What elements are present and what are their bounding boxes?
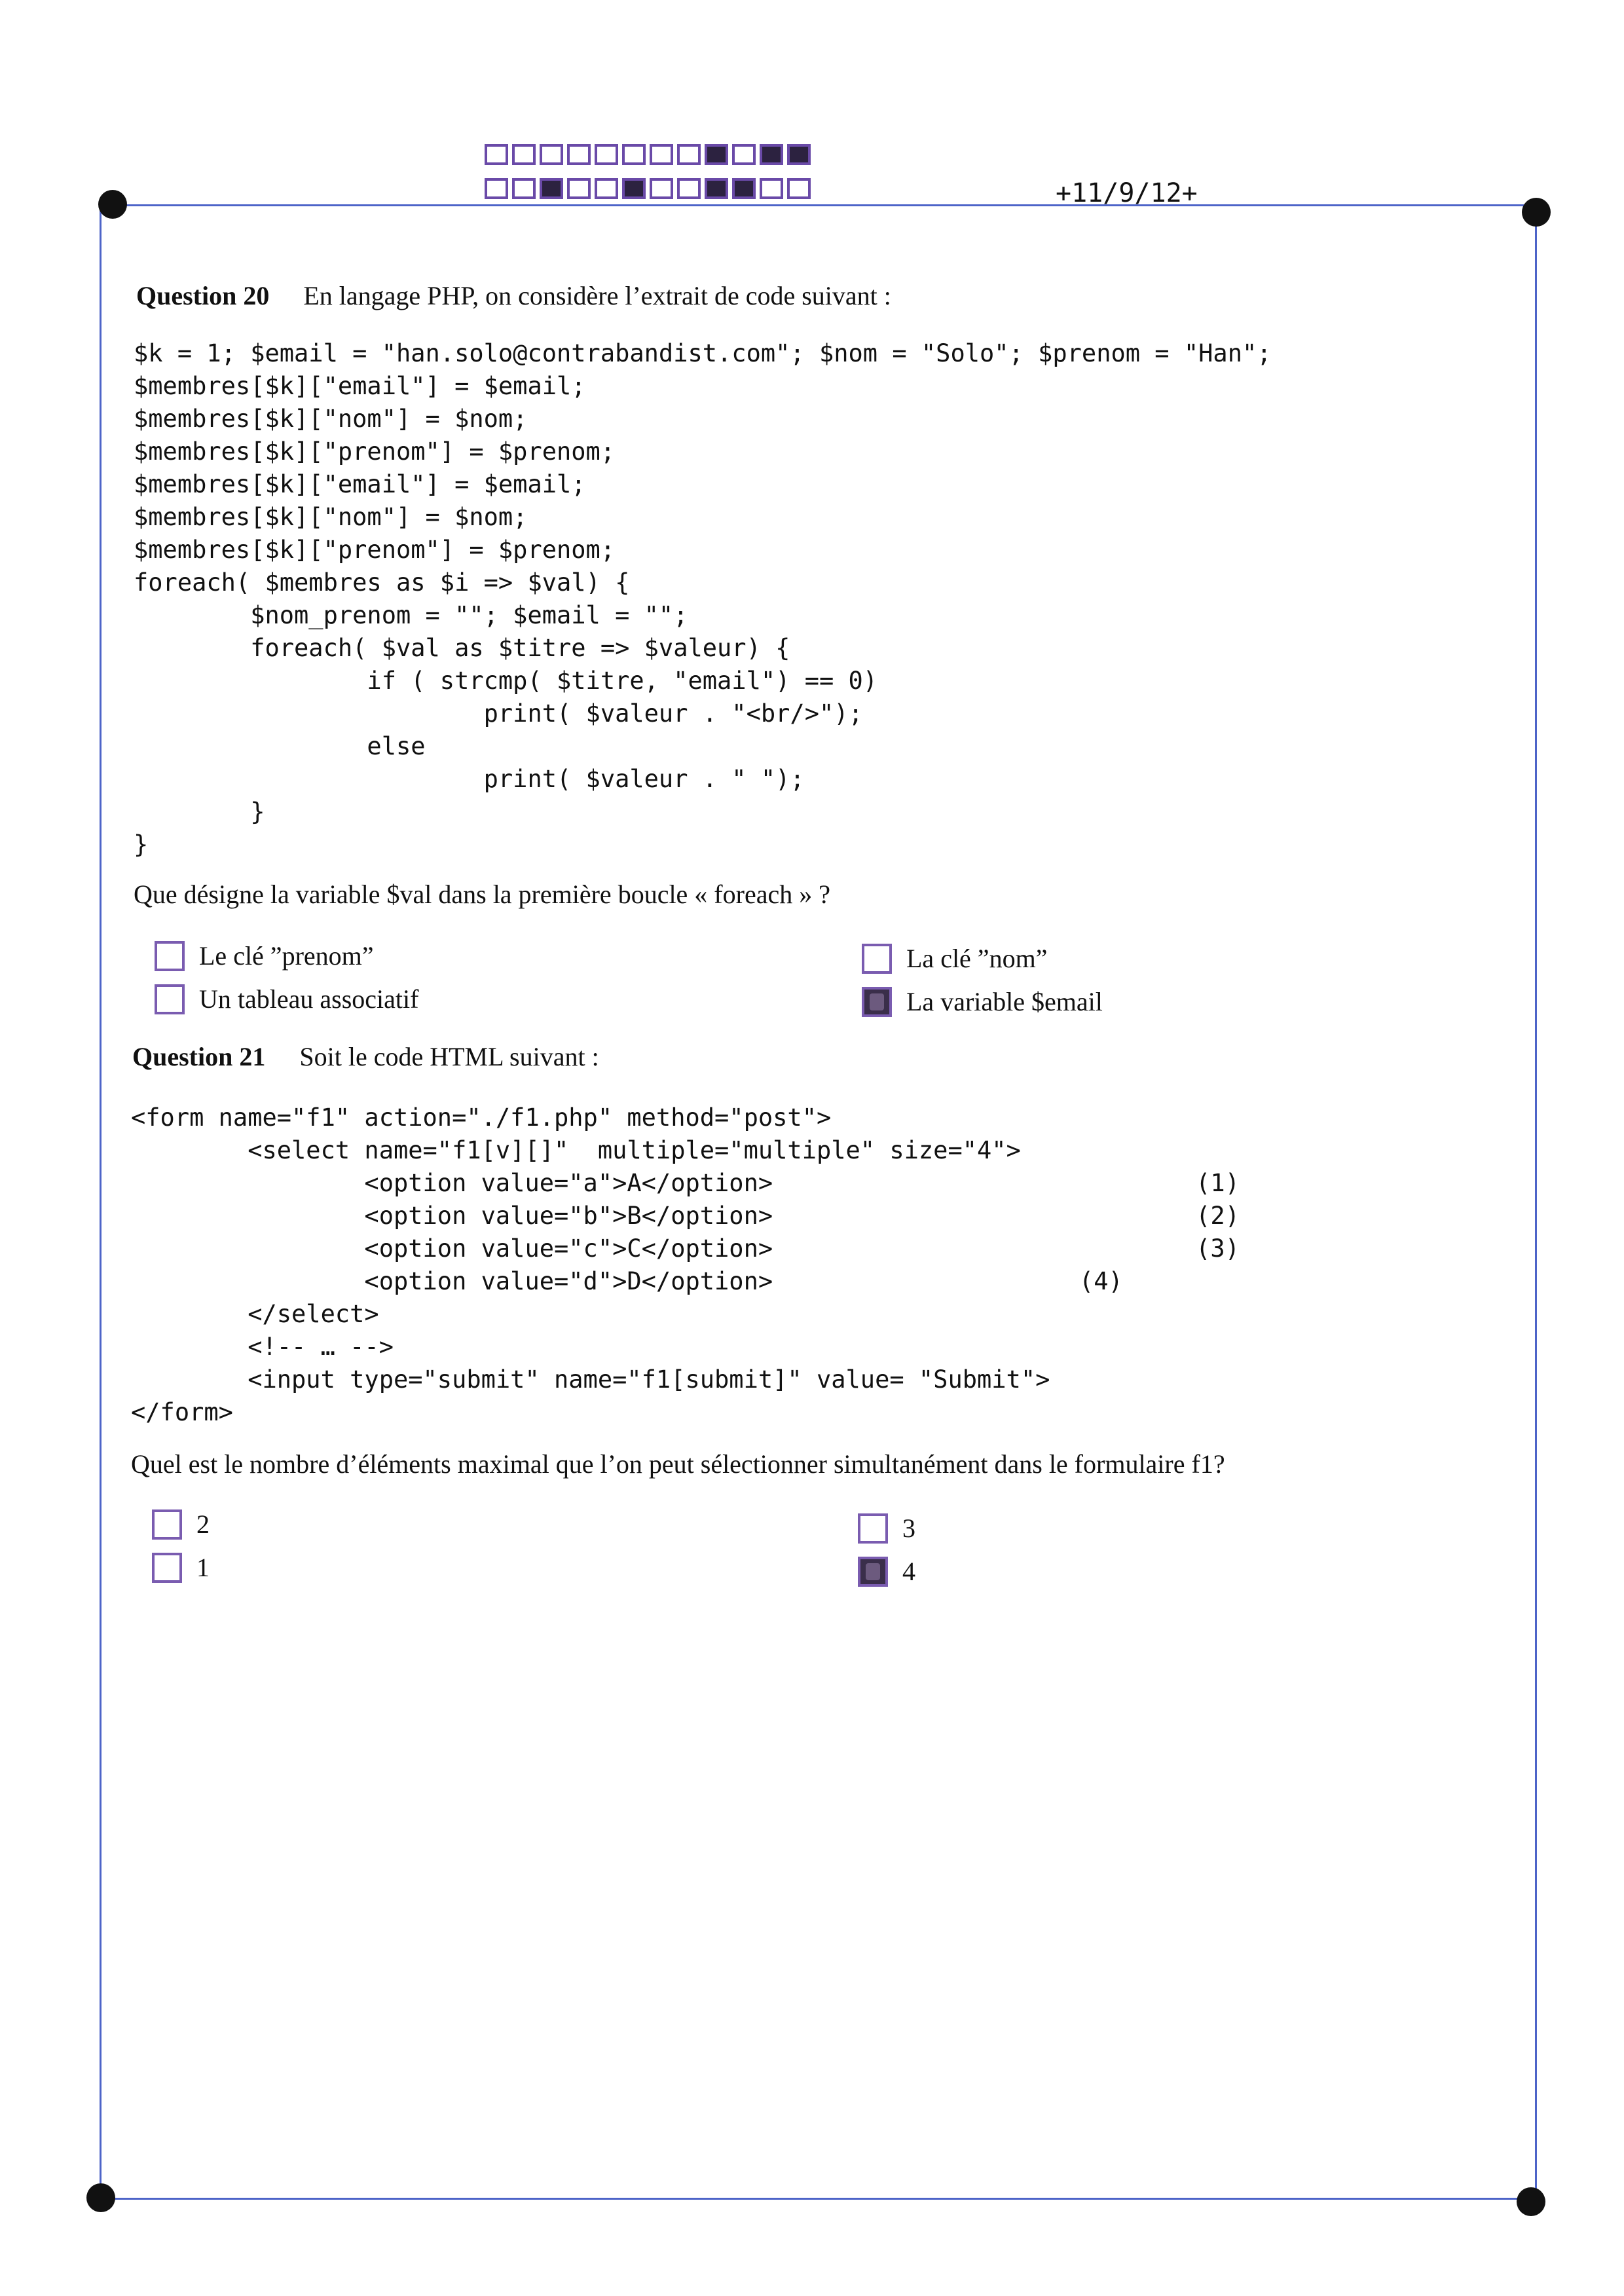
code-box <box>705 144 728 165</box>
code-box <box>677 178 701 199</box>
code-box <box>732 144 756 165</box>
q20-choice-1[interactable] <box>155 940 374 971</box>
q20-choice-4-label: La variable $email <box>906 987 1103 1016</box>
q20-checkbox-3[interactable] <box>155 984 185 1014</box>
q20-checkbox-4[interactable] <box>862 987 892 1017</box>
frame-right <box>1535 204 1537 2199</box>
code-box <box>650 144 673 165</box>
code-box <box>622 144 646 165</box>
q20-choice-2[interactable] <box>862 943 1047 974</box>
code-box <box>732 178 756 199</box>
frame-bottom <box>98 2198 1536 2200</box>
code-box <box>540 144 563 165</box>
q20-choice-3[interactable] <box>155 984 418 1014</box>
q20-checkbox-1[interactable] <box>155 941 185 971</box>
q21-choice-3-label: 1 <box>196 1553 210 1582</box>
question-20-code: $k = 1; $email = "han.solo@contrabandist.com"; $nom = "Solo"; $prenom = "Han"; $membres[$k]["email"] = $email; $membres[$k]["nom"] = $nom; $membres[$k]["prenom"] = $prenom; $membres[$k]["email"] = $email; $membres[$k]["nom"] = $nom; $membres[$k]["prenom"] = $prenom; foreach( $membres as $i => $val) { $nom_prenom = ""; $email = ""; foreach( $val as $titre => $valeur) { if ( strcmp( $titre, "email") == 0) print( $valeur . "<br/>"); else print( $valeur . " "); } } <box>134 339 1272 859</box>
code-box <box>485 178 508 199</box>
question-21-code: <form name="f1" action="./f1.php" method="post"> <select name="f1[v][]" multiple="multiple" size="4"> <option value="a">A</option> (1) <option value="b">B</option> (2) <option value="c">C</option> (3) <option value="d">D</option> (4) </select> <!-- … --> <input type="submit" name="f1[submit]" value= "Submit"> </form> <box>131 1103 1240 1426</box>
frame-left <box>100 204 101 2199</box>
page-code-row-1 <box>485 144 815 165</box>
q20-choice-1-label: Le clé ”prenom” <box>199 941 374 971</box>
q21-checkbox-1[interactable] <box>152 1509 182 1540</box>
corner-marker-bottom-left <box>86 2183 115 2212</box>
code-box <box>485 144 508 165</box>
question-21-title <box>132 1041 599 1072</box>
code-box <box>512 144 536 165</box>
page-code-row-2 <box>485 178 815 199</box>
corner-marker-top-left <box>98 190 127 219</box>
q20-choice-4[interactable] <box>862 986 1103 1017</box>
q21-choice-1-label: 2 <box>196 1509 210 1539</box>
code-box <box>540 178 563 199</box>
code-box <box>787 144 811 165</box>
question-20-text: En langage PHP, on considère l’extrait de code suivant : <box>303 281 891 310</box>
code-box <box>567 178 591 199</box>
code-box <box>705 178 728 199</box>
code-box <box>677 144 701 165</box>
code-box <box>595 178 618 199</box>
q21-choice-4-label: 4 <box>902 1557 915 1586</box>
code-box <box>622 178 646 199</box>
q20-checkbox-2[interactable] <box>862 944 892 974</box>
code-box <box>760 178 783 199</box>
code-box <box>787 178 811 199</box>
code-box <box>650 178 673 199</box>
q20-choice-3-label: Un tableau associatif <box>199 984 419 1014</box>
page-id: +11/9/12+ <box>1056 178 1198 208</box>
q21-choice-2-label: 3 <box>902 1513 915 1543</box>
question-20-prompt: Que désigne la variable $val dans la première boucle « foreach » ? <box>134 880 830 909</box>
code-box <box>567 144 591 165</box>
q21-choice-2[interactable] <box>858 1513 915 1544</box>
q21-choice-4[interactable] <box>858 1556 915 1587</box>
q20-choice-2-label: La clé ”nom” <box>906 944 1048 973</box>
question-20-label: Question 20 <box>136 281 270 310</box>
question-21-prompt: Quel est le nombre d’éléments maximal que l’on peut sélectionner simultanément dans le formulaire f1? <box>131 1449 1225 1479</box>
code-box <box>760 144 783 165</box>
question-21-text: Soit le code HTML suivant : <box>299 1042 599 1071</box>
q21-checkbox-4[interactable] <box>858 1557 888 1587</box>
q21-checkbox-3[interactable] <box>152 1553 182 1583</box>
code-box <box>512 178 536 199</box>
corner-marker-bottom-right <box>1517 2187 1545 2216</box>
q21-choice-1[interactable] <box>152 1509 210 1540</box>
q21-checkbox-2[interactable] <box>858 1513 888 1544</box>
question-20-title <box>136 280 891 311</box>
question-21-label: Question 21 <box>132 1042 266 1071</box>
corner-marker-top-right <box>1522 198 1551 227</box>
code-box <box>595 144 618 165</box>
q21-choice-3[interactable] <box>152 1552 210 1583</box>
frame-top <box>113 204 1538 206</box>
